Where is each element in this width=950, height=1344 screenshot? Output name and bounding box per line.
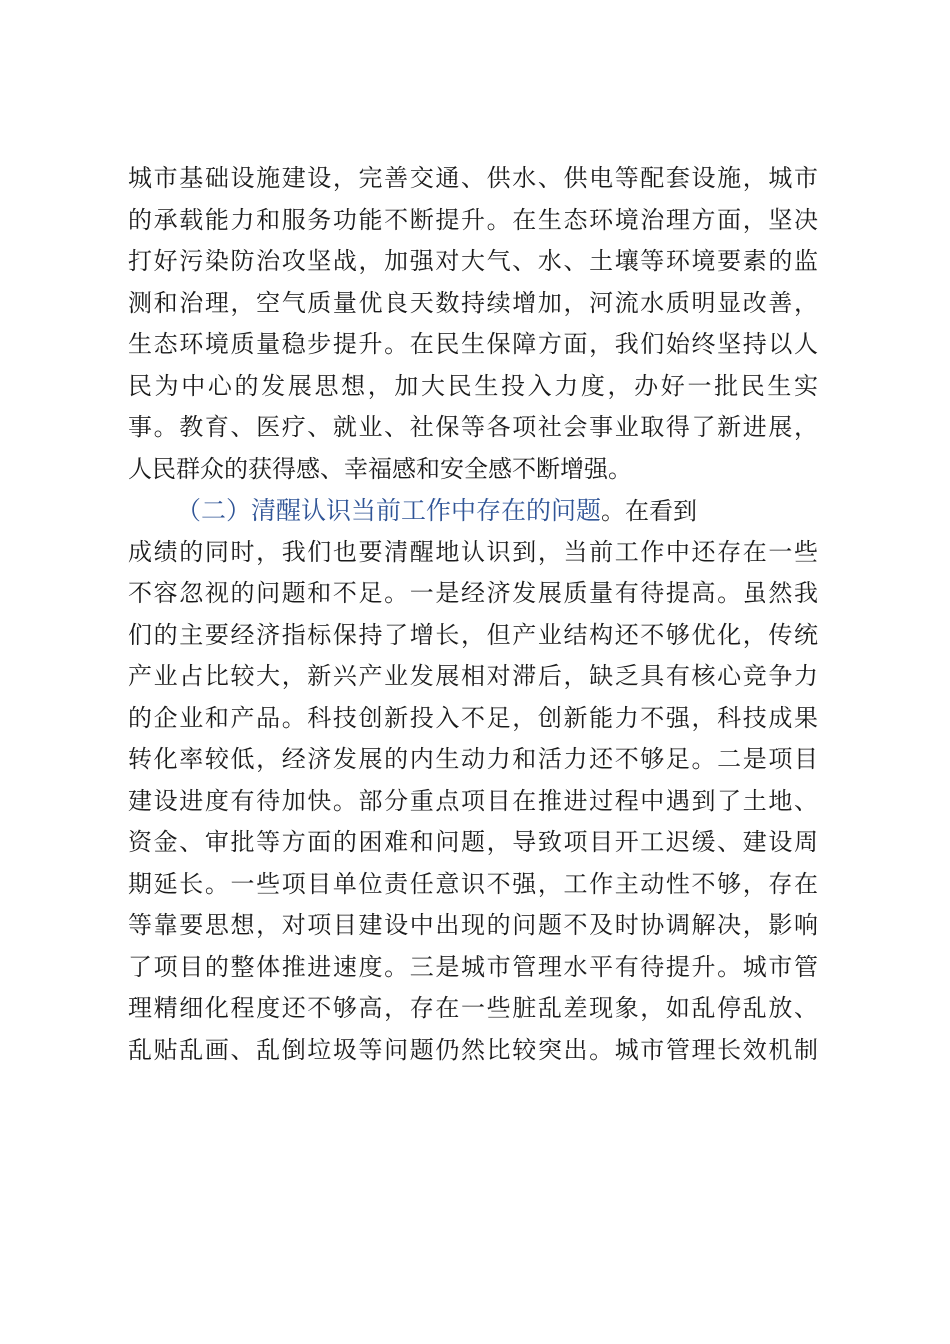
heading-line — [128, 490, 818, 532]
body-text — [128, 158, 818, 1071]
text-line: 们的主要经济指标保持了增长，但产业结构还不够优化，传统 — [128, 620, 818, 649]
text-line: 建设进度有待加快。部分重点项目在推进过程中遇到了土地、 — [128, 786, 818, 815]
text-line: 产业占比较大，新兴产业发展相对滞后，缺乏具有核心竞争力 — [128, 662, 818, 690]
section-heading: （二）清醒认识当前工作中存在的问题 — [176, 496, 602, 525]
text-line: 了项目的整体推进速度。三是城市管理水平有待提升。城市管 — [128, 952, 818, 981]
text-line: 转化率较低，经济发展的内生动力和活力还不够足。二是项目 — [128, 745, 818, 773]
text-line: 乱贴乱画、乱倒垃圾等问题仍然比较突出。城市管理长效机制 — [128, 1035, 818, 1064]
text-line: 测和治理，空气质量优良天数持续增加，河流水质明显改善， — [128, 288, 818, 317]
text-line: 城市基础设施建设，完善交通、供水、供电等配套设施，城市 — [128, 164, 818, 192]
text-line: 打好污染防治攻坚战，加强对大气、水、土壤等环境要素的监 — [128, 247, 818, 275]
text-line: 资金、审批等方面的困难和问题，导致项目开工迟缓、建设周 — [128, 828, 818, 856]
text-line: 等靠要思想，对项目建设中出现的问题不及时协调解决，影响 — [128, 911, 818, 939]
text-line: 生态环境质量稳步提升。在民生保障方面，我们始终坚持以人 — [128, 330, 818, 358]
text-line: 事。教育、医疗、就业、社保等各项社会事业取得了新进展， — [128, 413, 818, 441]
text-line: 人民群众的获得感、幸福感和安全感不断增强。 — [128, 454, 632, 483]
text-line: 期延长。一些项目单位责任意识不强，工作主动性不够，存在 — [128, 869, 818, 898]
text-line: 的企业和产品。科技创新投入不足，创新能力不强，科技成果 — [128, 703, 818, 732]
text-line: 民为中心的发展思想，加大民生投入力度，办好一批民生实 — [128, 371, 818, 400]
text-line: 的承载能力和服务功能不断提升。在生态环境治理方面，坚决 — [128, 205, 818, 234]
text-line: 成绩的同时，我们也要清醒地认识到，当前工作中还存在一些 — [128, 537, 818, 566]
text-line: 不容忽视的问题和不足。一是经济发展质量有待提高。虽然我 — [128, 579, 818, 607]
text-line: 理精细化程度还不够高，存在一些脏乱差现象，如乱停乱放、 — [128, 994, 818, 1022]
heading-tail-text: 。在看到 — [601, 497, 698, 525]
